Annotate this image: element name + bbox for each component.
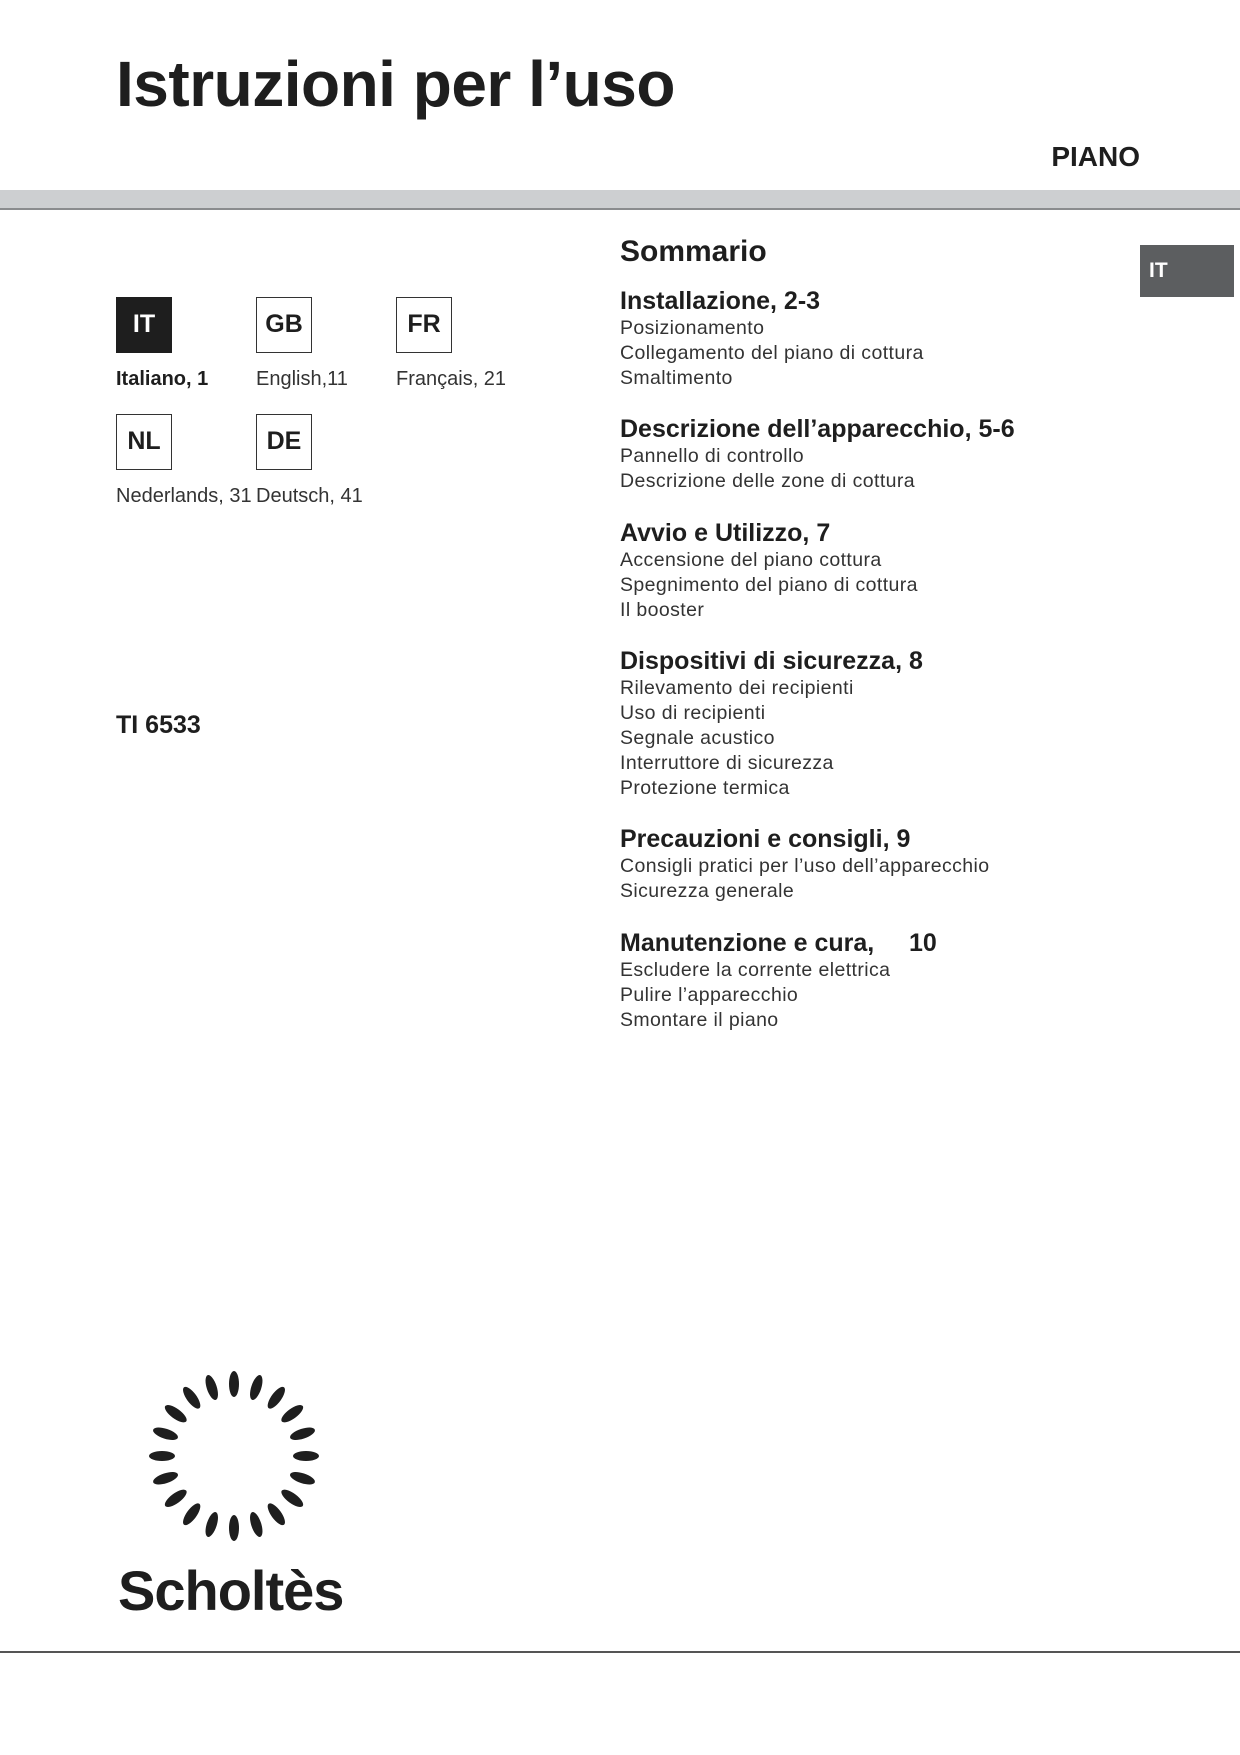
toc-section-manutenzione (620, 928, 1180, 1032)
toc-item: Spegnimento del piano di cottura (620, 573, 918, 596)
toc-item: Il booster (620, 598, 705, 621)
brand-name: Scholtès (118, 1559, 344, 1622)
toc-section-precauzioni (620, 824, 1180, 904)
sun-ray (279, 1402, 306, 1425)
sun-ray (180, 1384, 203, 1411)
flag-it[interactable]: IT (116, 297, 172, 353)
sun-ray (289, 1425, 317, 1443)
sun-ray (265, 1384, 288, 1411)
toc-heading: Descrizione dell’apparecchio, 5-6 (620, 415, 1015, 444)
toc-item: Descrizione delle zone di cottura (620, 470, 916, 493)
toc-heading: Avvio e Utilizzo, 7 (620, 518, 831, 547)
header-band (0, 190, 1240, 210)
language-tab: IT (1140, 245, 1234, 297)
toc-title: Sommario (620, 235, 767, 268)
sun-ray (293, 1451, 319, 1461)
toc-item: Rilevamento dei recipienti (620, 677, 854, 700)
language-label-it: Italiano, 1 (116, 368, 209, 390)
toc-item: Protezione termica (620, 776, 790, 799)
flag-nl[interactable]: NL (116, 414, 172, 470)
bottom-rule (0, 1651, 1240, 1653)
sun-ray (152, 1469, 180, 1487)
toc-item: Smaltimento (620, 366, 733, 389)
toc-item: Interruttore di sicurezza (620, 751, 834, 774)
toc-item: Posizionamento (620, 317, 765, 339)
toc-item: Sicurezza generale (620, 880, 795, 903)
product-category: PIANO (1051, 141, 1140, 172)
toc-item: Uso di recipienti (620, 702, 766, 725)
page-title: Istruzioni per l’uso (116, 48, 675, 120)
sun-ray (152, 1425, 180, 1443)
toc-heading: Installazione, 2-3 (620, 287, 821, 315)
toc-section-dispositivi (620, 646, 1180, 800)
brand-logo (116, 1368, 356, 1628)
toc-section-installazione (620, 286, 1180, 390)
toc-item: Accensione del piano cottura (620, 548, 882, 571)
toc-section-descrizione (620, 414, 1180, 494)
language-label-nl: Nederlands, 31 (116, 485, 252, 507)
sun-ray (247, 1374, 265, 1402)
sun-ray (203, 1511, 221, 1539)
sun-ray (279, 1487, 306, 1510)
toc-item: Pulire l’apparecchio (620, 983, 799, 1006)
toc-item: Consigli pratici per l’uso dell’apparecchio (620, 855, 990, 878)
toc-heading: Manutenzione e cura, 10 (620, 928, 937, 957)
language-label-fr: Français, 21 (396, 368, 507, 390)
toc-item: Segnale acustico (620, 726, 775, 749)
toc-heading: Dispositivi di sicurezza, 8 (620, 647, 923, 676)
flag-gb[interactable]: GB (256, 297, 312, 353)
sun-ray (289, 1469, 317, 1487)
sun-ray (229, 1515, 239, 1541)
language-label-gb: English,11 (256, 368, 348, 390)
toc-item: Pannello di controllo (620, 445, 805, 468)
language-label-de: Deutsch, 41 (256, 485, 363, 507)
toc-heading: Precauzioni e consigli, 9 (620, 825, 911, 854)
sun-ray (229, 1371, 239, 1397)
toc-item: Collegamento del piano di cottura (620, 341, 924, 364)
toc-item: Escludere la corrente elettrica (620, 958, 891, 981)
sun-ray (162, 1487, 189, 1510)
toc-section-avvio (620, 518, 1180, 622)
sun-ray (149, 1451, 175, 1461)
toc-item: Smontare il piano (620, 1008, 779, 1031)
sun-ray (180, 1501, 203, 1528)
sun-ray (203, 1374, 221, 1402)
flag-de[interactable]: DE (256, 414, 312, 470)
sun-burst-logo-icon (116, 1368, 356, 1628)
model-number: TI 6533 (116, 711, 201, 739)
flag-fr[interactable]: FR (396, 297, 452, 353)
sun-ray (247, 1511, 265, 1539)
sun-ray (265, 1501, 288, 1528)
sun-ray (162, 1402, 189, 1425)
table-of-contents (620, 232, 1180, 1056)
